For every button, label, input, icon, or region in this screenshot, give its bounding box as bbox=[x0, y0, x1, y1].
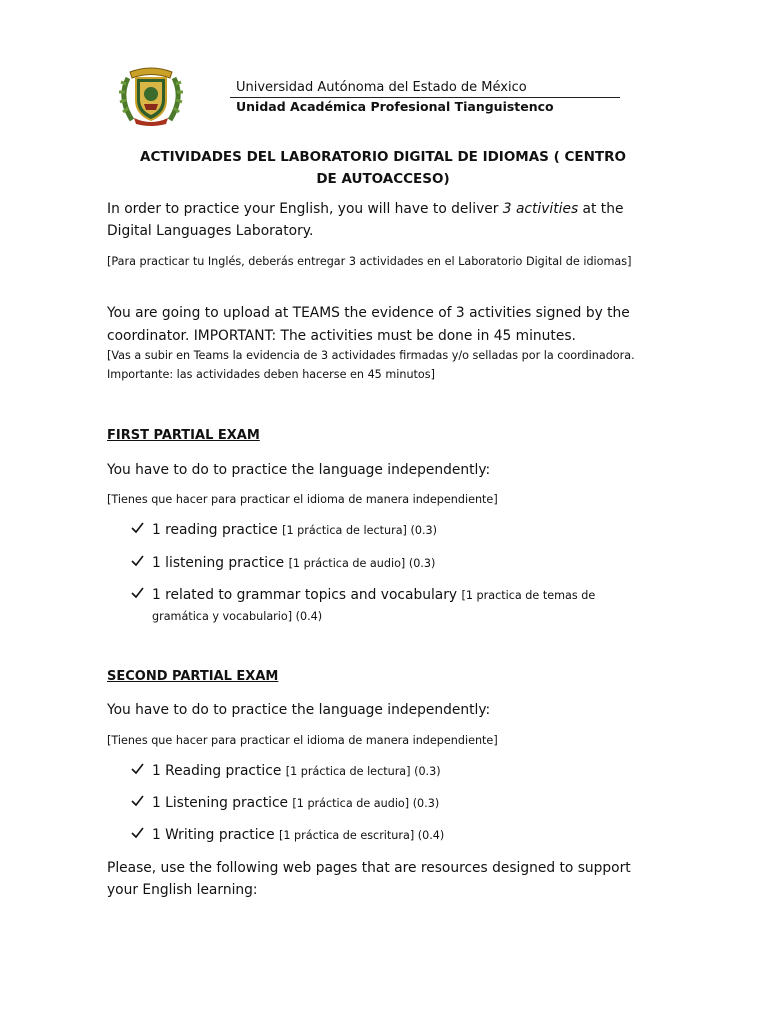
second-partial-heading: SECOND PARTIAL EXAM bbox=[107, 669, 279, 684]
header-divider bbox=[230, 97, 620, 98]
item-note: [1 práctica de lectura] (0.3) bbox=[282, 524, 438, 537]
checkmark-icon bbox=[130, 520, 146, 536]
intro-text-italic: 3 activities bbox=[502, 201, 579, 217]
academic-unit-name: Unidad Académica Profesional Tianguistenco bbox=[236, 99, 554, 114]
checkmark-icon bbox=[130, 761, 146, 777]
item-main: 1 related to grammar topics and vocabulary bbox=[152, 587, 462, 603]
second-partial-translation: [Tienes que hacer para practicar el idioma de manera independiente] bbox=[107, 734, 498, 747]
upload-translation: [Vas a subir en Teams la evidencia de 3 actividades firmadas y/o selladas por la coordinadora. Importante: las actividades deben hacerse en 45 minutos] bbox=[107, 349, 635, 381]
first-partial-translation: [Tienes que hacer para practicar el idioma de manera independiente] bbox=[107, 493, 498, 506]
second-partial-text: You have to do to practice the language independently: bbox=[107, 702, 491, 718]
item-main: 1 Writing practice bbox=[152, 827, 279, 843]
item-main: 1 listening practice bbox=[152, 555, 289, 571]
item-main: 1 Reading practice bbox=[152, 763, 286, 779]
university-seal-icon bbox=[116, 64, 186, 128]
checkmark-icon bbox=[130, 553, 146, 569]
item-note: [1 practica de temas de gramática y vocabulario] (0.4) bbox=[152, 589, 596, 623]
intro-text-after: at the Digital Languages Laboratory. bbox=[107, 201, 624, 239]
checkmark-icon bbox=[130, 825, 146, 841]
upload-paragraph: You are going to upload at TEAMS the evidence of 3 activities signed by the coordinator. IMPORTANT: The activities must be done in 45 minutes. bbox=[107, 305, 630, 344]
document-title: ACTIVIDADES DEL LABORATORIO DIGITAL DE IDIOMAS ( CENTRO DE AUTOACCESO) bbox=[140, 149, 626, 187]
item-note: [1 práctica de lectura] (0.3) bbox=[285, 765, 441, 778]
item-main: 1 reading practice bbox=[152, 522, 283, 538]
intro-paragraph bbox=[107, 198, 647, 242]
checkmark-icon bbox=[130, 585, 146, 601]
checkmark-icon bbox=[130, 793, 146, 809]
first-partial-text: You have to do to practice the language independently: bbox=[107, 462, 491, 478]
resources-paragraph: Please, use the following web pages that are resources designed to support your English learning: bbox=[107, 860, 631, 898]
item-note: [1 práctica de escritura] (0.4) bbox=[279, 829, 445, 842]
intro-translation: [Para practicar tu Inglés, deberás entregar 3 actividades en el Laboratorio Digital de idiomas] bbox=[107, 255, 632, 268]
first-partial-heading: FIRST PARTIAL EXAM bbox=[107, 428, 260, 443]
university-name: Universidad Autónoma del Estado de México bbox=[236, 80, 527, 95]
item-note: [1 práctica de audio] (0.3) bbox=[288, 557, 436, 570]
item-note: [1 práctica de audio] (0.3) bbox=[292, 797, 440, 810]
item-main: 1 Listening practice bbox=[152, 795, 293, 811]
intro-text-before: In order to practice your English, you will have to deliver bbox=[107, 201, 503, 217]
